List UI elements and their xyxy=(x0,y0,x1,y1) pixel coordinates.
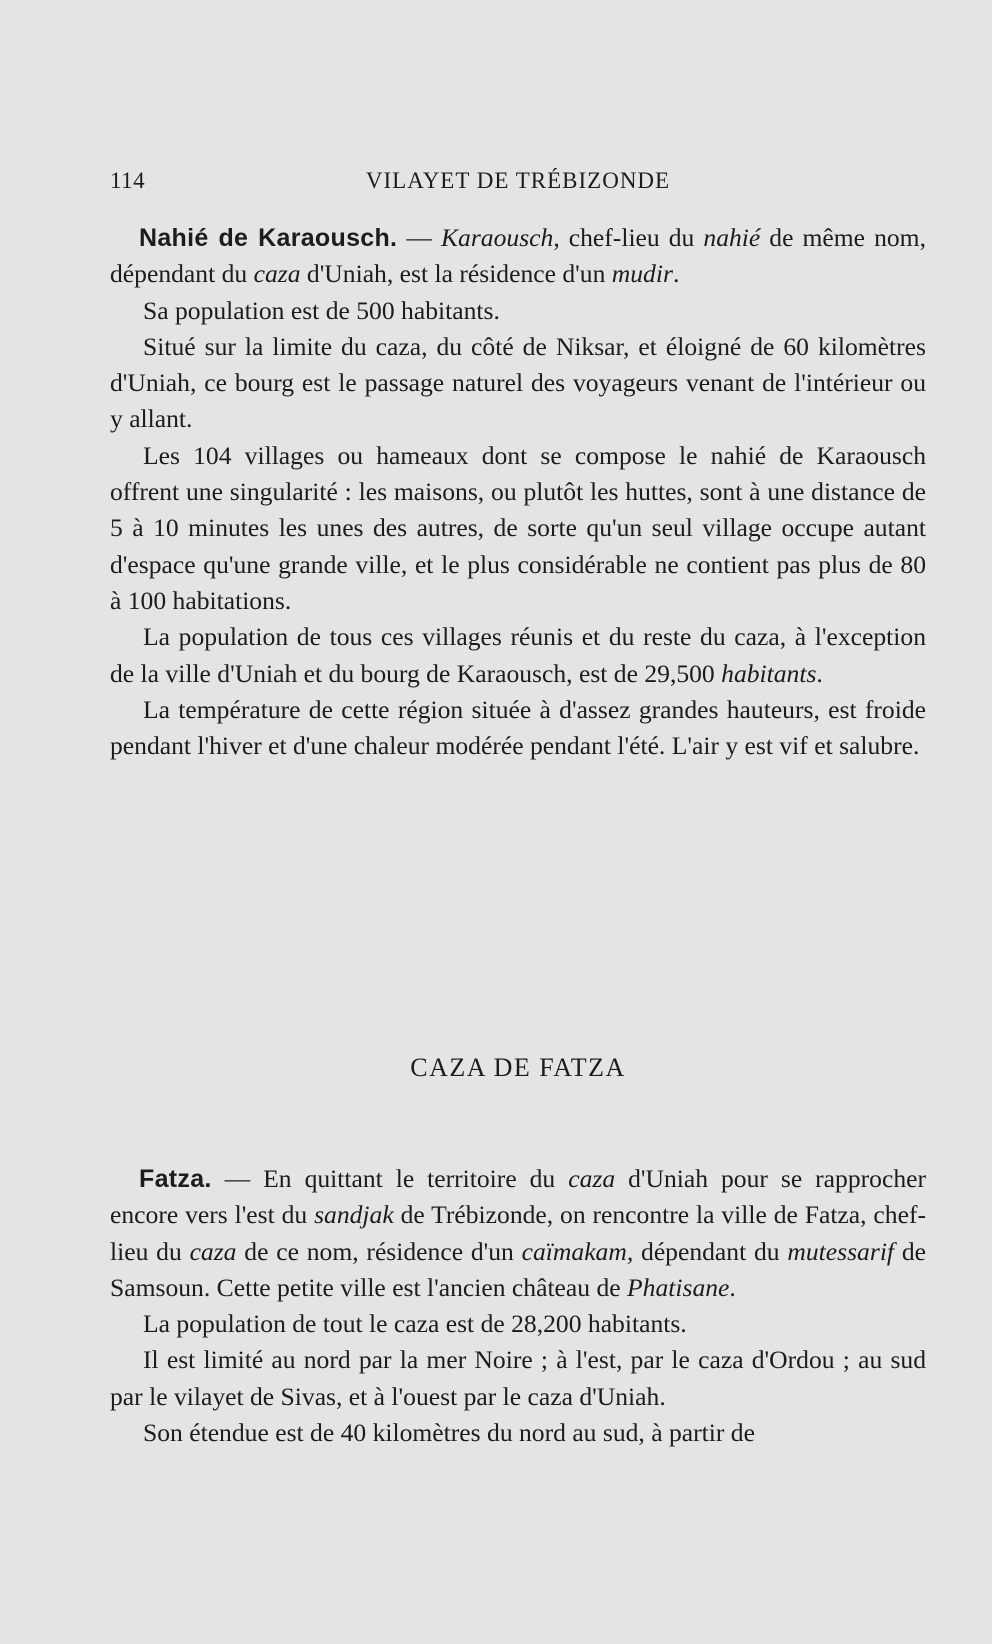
fatza-paragraph-3: Il est limité au nord par la mer Noire ; à l'est, par le caza d'Ordou ; au sud par le vilayet de Sivas, et à l'ouest par le caza d'Uniah. xyxy=(110,1345,926,1411)
karaousch-paragraph-6: La température de cette région située à d'assez grandes hauteurs, est froide pendant l'hiver et d'une chaleur modérée pendant l'été. L'air y est vif et salubre. xyxy=(110,694,926,761)
text-run: , chef-lieu du xyxy=(553,223,704,252)
fatza-paragraph-1 xyxy=(110,1161,926,1306)
text-run: . xyxy=(672,259,680,289)
karaousch-paragraph-5 xyxy=(110,619,926,692)
text-run: de ce nom, résidence d'un xyxy=(236,1236,522,1266)
text-run: — xyxy=(397,223,441,252)
fatza-section xyxy=(110,1161,926,1451)
italic-text-run: Phatisane xyxy=(627,1272,730,1302)
italic-text-run: mutessarif xyxy=(787,1236,895,1266)
fatza-heading: Fatza. xyxy=(139,1165,212,1193)
italic-text-run: Karaousch xyxy=(440,223,554,252)
text-run: de Trébizonde, on rencontre la ville de Fatza, chef-lieu du xyxy=(110,1200,926,1266)
page-number: 114 xyxy=(110,168,146,193)
fatza-paragraph-2: La population de tout le caza est de 28,200 habitants. xyxy=(143,1309,687,1339)
text-run: d'Uniah pour se rapprocher encore vers l'est du xyxy=(110,1164,926,1230)
text-run: La population de tous ces villages réunis et du reste du caza, à l'exception de la ville d'Uniah et du bourg de Karaousch, est de 29,500 xyxy=(110,622,926,688)
text-run: dépendant du xyxy=(633,1236,788,1266)
text-run: de même nom, dépendant du xyxy=(110,223,926,289)
karaousch-paragraph-4: Les 104 villages ou hameaux dont se compose le nahié de Karaousch offrent une singularité : les maisons, ou plutôt les huttes, sont à une distance de 5 à 10 minutes les unes des autres, de sorte qu'un seul village occupe autant d'espace qu'une grande ville, et le plus considérable ne contient pas plus de 80 à 100 habitations. xyxy=(110,440,926,615)
italic-text-run: caza xyxy=(568,1164,616,1193)
text-run: — En quittant le territoire du xyxy=(211,1164,569,1193)
italic-text-run: caza xyxy=(253,259,301,289)
text-run: d'Uniah, est la résidence d'un xyxy=(300,259,612,289)
karaousch-heading: Nahié de Karaousch. xyxy=(139,224,398,252)
italic-text-run: caïmakam, xyxy=(521,1236,634,1266)
section-title-caza-de-fatza: CAZA DE FATZA xyxy=(410,1053,626,1082)
text-run: de Samsoun. Cette petite ville est l'ancien château de xyxy=(110,1236,926,1302)
italic-text-run: caza xyxy=(189,1236,237,1266)
italic-text-run: sandjak xyxy=(314,1200,394,1230)
italic-text-run: habitants xyxy=(721,658,817,688)
karaousch-paragraph-1 xyxy=(110,220,926,293)
running-head xyxy=(110,168,926,198)
karaousch-paragraph-2: Sa population est de 500 habitants. xyxy=(143,295,500,325)
italic-text-run: mudir xyxy=(611,259,673,289)
italic-text-run: nahié xyxy=(703,223,761,252)
text-run: . xyxy=(729,1272,736,1302)
fatza-paragraph-4: Son étendue est de 40 kilomètres du nord au sud, à partir de xyxy=(143,1418,755,1448)
karaousch-section xyxy=(110,220,926,764)
text-run: . xyxy=(816,658,823,688)
running-title: VILAYET DE TRÉBIZONDE xyxy=(365,168,671,193)
karaousch-paragraph-3: Situé sur la limite du caza, du côté de Niksar, et éloigné de 60 kilomètres d'Uniah, ce bourg est le passage naturel des voyageurs venant de l'intérieur ou y allant. xyxy=(110,331,926,434)
